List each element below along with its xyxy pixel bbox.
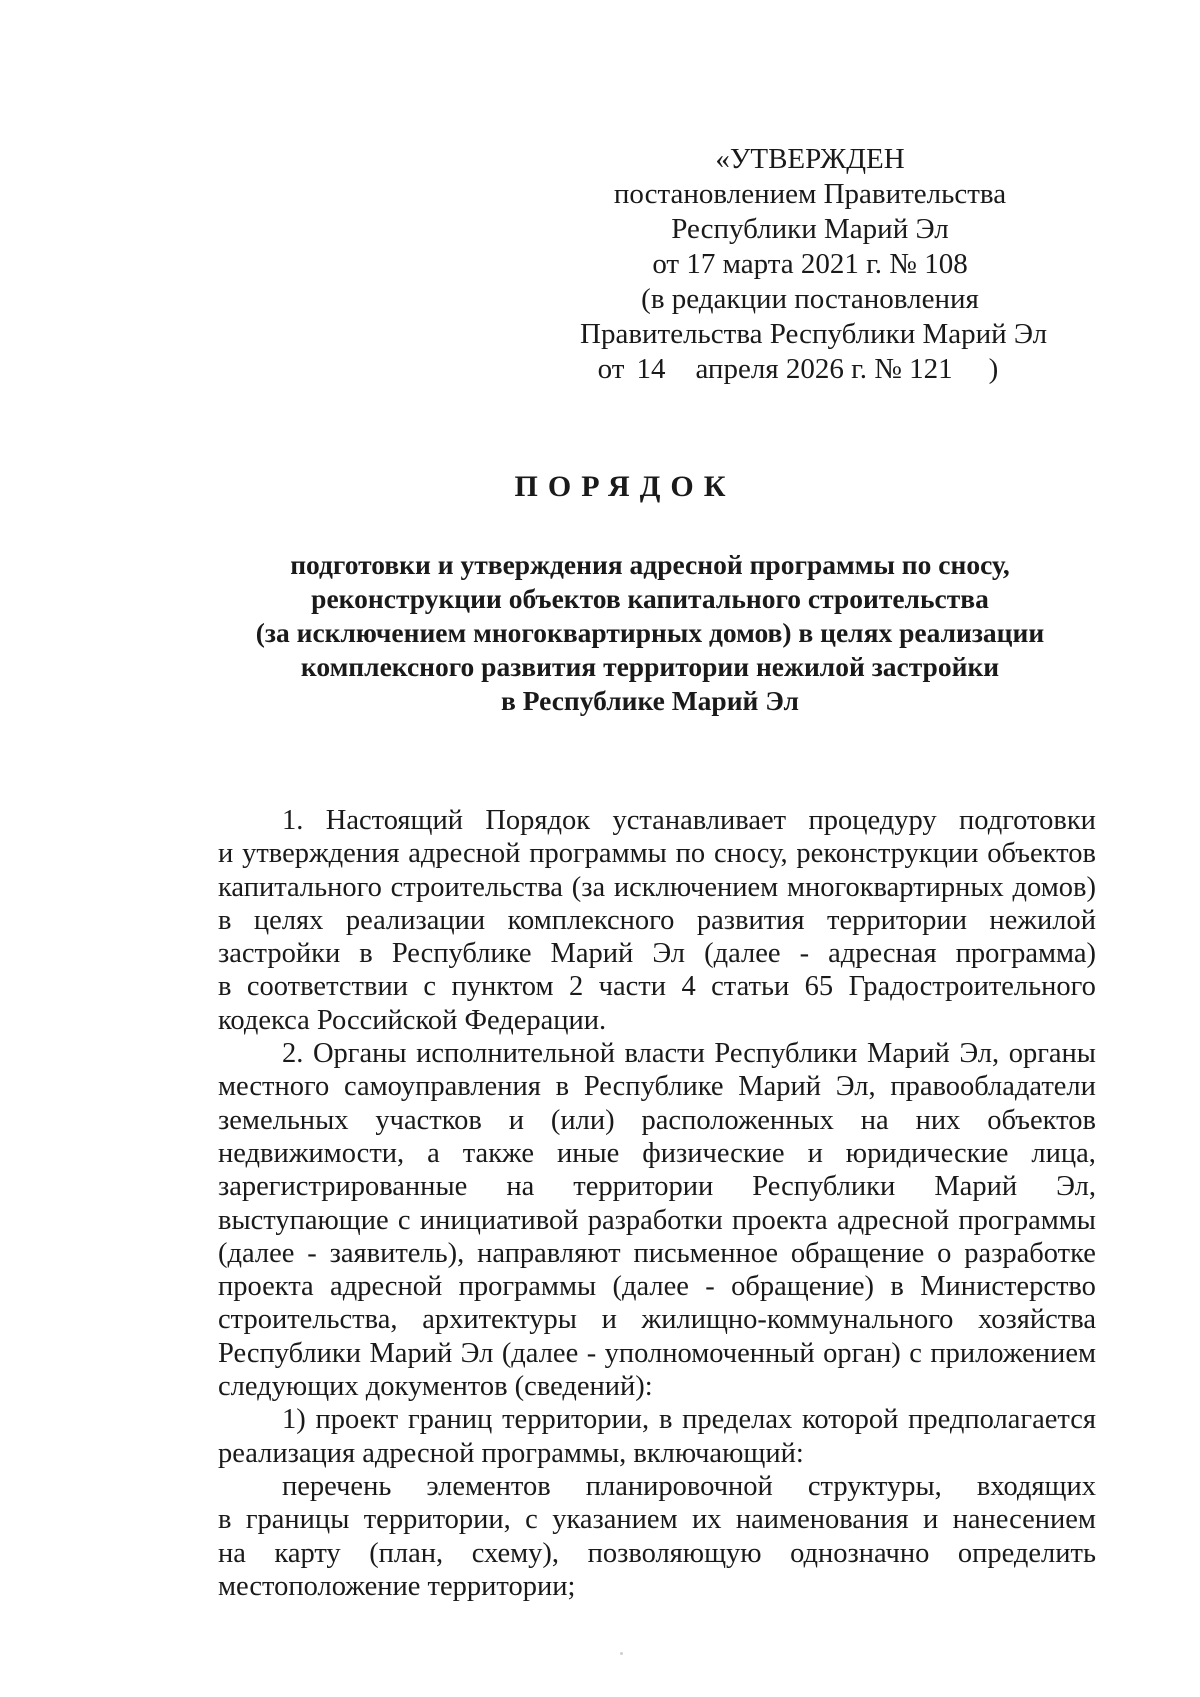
body-word: карту xyxy=(274,1537,341,1569)
body-word: разработке xyxy=(964,1237,1096,1269)
body-line: реализация адресной программы, включающий: xyxy=(218,1437,804,1469)
body-word: адресной xyxy=(836,1204,950,1236)
body-line xyxy=(218,970,1096,1003)
body-word: приложением xyxy=(930,1337,1096,1369)
body-word: утверждения xyxy=(242,838,400,870)
body-word: в xyxy=(218,904,232,936)
body-word: реализации xyxy=(345,904,486,936)
approval-line: (в редакции постановления xyxy=(641,283,979,315)
body-line xyxy=(218,1303,1096,1336)
body-word: уполномоченный xyxy=(604,1337,815,1369)
body-word: программы xyxy=(458,1271,597,1303)
body-line xyxy=(218,1037,1096,1070)
body-word: - xyxy=(799,938,810,970)
approval-date-rest: апреля 2026 г. № 121 xyxy=(695,353,953,385)
body-word: устанавливает xyxy=(612,805,787,836)
subtitle-line: реконструкции объектов капитального строительства xyxy=(311,583,989,614)
approval-closing-paren: ) xyxy=(988,353,999,385)
body-word: проекта xyxy=(218,1271,314,1303)
body-line xyxy=(218,1537,1096,1570)
body-word: (далее xyxy=(501,1337,579,1369)
body-word: процедуру xyxy=(808,805,937,836)
document-title: ПОРЯДОК xyxy=(514,470,736,503)
body-word: Порядок xyxy=(485,805,591,836)
document-body xyxy=(218,804,1096,1603)
body-word: Настоящий xyxy=(325,805,463,836)
body-word: исполнительной xyxy=(416,1038,615,1070)
body-word: - xyxy=(307,1237,317,1269)
body-word: многоквартирных xyxy=(786,871,1004,903)
body-word: 4 xyxy=(681,971,696,1003)
body-word: Марий xyxy=(550,938,634,970)
body-word: сносу, xyxy=(713,838,788,870)
body-word: (за xyxy=(571,871,606,903)
body-word: на xyxy=(860,1104,889,1136)
subtitle-line: (за исключением многоквартирных домов) в целях реализации xyxy=(255,617,1045,648)
body-word: (план, xyxy=(369,1537,444,1569)
body-word: правообладатели xyxy=(890,1071,1096,1103)
body-word: строительства, xyxy=(218,1304,398,1336)
body-word: Эл, xyxy=(959,1038,1000,1070)
body-word: инициативой xyxy=(419,1204,579,1236)
subtitle-line: в Республике Марий Эл xyxy=(500,685,799,716)
body-word: в xyxy=(890,1271,904,1303)
body-word: с xyxy=(397,1204,411,1236)
body-word: домов) xyxy=(1012,871,1096,903)
body-word: Марий xyxy=(738,1071,822,1103)
body-word: реконструкции xyxy=(796,838,979,870)
body-word: Республике xyxy=(391,938,532,970)
body-line xyxy=(218,937,1096,970)
body-word: элементов xyxy=(426,1470,551,1502)
body-word: Марий xyxy=(369,1337,453,1369)
body-word: орган) xyxy=(823,1337,901,1369)
body-word: самоуправления xyxy=(344,1071,541,1103)
body-word: адресной xyxy=(330,1271,443,1303)
body-word: земельных xyxy=(218,1104,349,1136)
body-line xyxy=(218,1204,1096,1237)
body-word: застройки xyxy=(218,938,341,970)
body-word: границ xyxy=(407,1404,493,1436)
body-word: предполагается xyxy=(908,1404,1096,1436)
body-word: в xyxy=(658,1404,673,1436)
body-word: программы xyxy=(958,1204,1096,1236)
body-word: Эл, xyxy=(835,1071,876,1103)
body-word: (далее xyxy=(704,938,781,970)
body-word: о xyxy=(937,1237,952,1269)
body-word: по xyxy=(675,838,706,870)
body-line xyxy=(218,1070,1096,1103)
body-line xyxy=(218,1270,1096,1303)
scan-speck xyxy=(620,1652,623,1655)
body-word: лица, xyxy=(1031,1137,1096,1169)
approval-line: Республики Марий Эл xyxy=(671,213,949,245)
body-word: которой xyxy=(802,1404,899,1436)
body-word: территории xyxy=(573,1171,714,1203)
body-word: письменное xyxy=(633,1237,779,1269)
body-word: Министерство xyxy=(920,1271,1096,1303)
body-word: разработки xyxy=(587,1204,723,1236)
body-word: Органы xyxy=(312,1038,407,1070)
body-word: 65 xyxy=(804,971,834,1003)
body-line xyxy=(218,1403,1096,1436)
body-word: входящих xyxy=(976,1470,1096,1502)
body-word: участков xyxy=(375,1104,482,1136)
body-word: с xyxy=(423,971,437,1003)
body-word: Эл xyxy=(460,1337,494,1369)
body-line xyxy=(218,837,1096,870)
body-word: (далее xyxy=(612,1271,689,1303)
approval-line: от 17 марта 2021 г. № 108 xyxy=(652,248,968,280)
approval-stamp xyxy=(580,142,1048,387)
body-word: заявитель), xyxy=(329,1237,465,1269)
approval-date-line xyxy=(568,352,1028,387)
body-word: недвижимости, xyxy=(218,1137,405,1169)
body-word: структуры, xyxy=(807,1470,942,1502)
body-word: строительства xyxy=(390,871,563,903)
body-word: (или) xyxy=(550,1104,615,1136)
document-subtitle xyxy=(200,548,1100,718)
body-line xyxy=(218,1470,1096,1503)
body-word: Эл xyxy=(652,938,686,970)
body-word: местного xyxy=(218,1071,330,1103)
body-word: и xyxy=(807,1137,823,1169)
body-line xyxy=(218,904,1096,937)
body-word: территории, xyxy=(502,1404,650,1436)
body-word: - xyxy=(586,1337,597,1369)
body-word: проект xyxy=(315,1404,399,1436)
body-word: жилищно-коммунального xyxy=(641,1304,954,1336)
body-word: наименования xyxy=(735,1504,909,1536)
body-word: объектов xyxy=(987,838,1096,870)
body-word: объектов xyxy=(987,1104,1096,1136)
body-word: их xyxy=(692,1504,722,1536)
body-word: статьи xyxy=(711,971,790,1003)
body-word: капитального xyxy=(218,871,382,903)
body-word: пунктом xyxy=(451,971,554,1003)
body-word: в xyxy=(555,1071,570,1103)
body-word: Марий xyxy=(934,1171,1018,1203)
approval-line: «УТВЕРЖДЕН xyxy=(715,143,905,175)
body-word: адресной xyxy=(408,838,521,870)
body-word: нежилой xyxy=(989,904,1096,936)
approval-line: Правительства Республики Марий Эл xyxy=(580,318,1048,350)
body-word: с xyxy=(909,1337,922,1369)
approval-date-prefix: от xyxy=(597,353,625,385)
body-word: и xyxy=(601,1304,617,1336)
body-line: кодекса Российской Федерации. xyxy=(218,1004,607,1036)
body-word: Эл, xyxy=(1056,1171,1096,1203)
body-word: 2 xyxy=(568,971,584,1003)
body-word: Градостроительного xyxy=(848,971,1096,1003)
body-word: в xyxy=(218,971,232,1003)
body-line xyxy=(218,1104,1096,1137)
body-word: архитектуры xyxy=(422,1304,577,1336)
body-word: органы xyxy=(1008,1038,1096,1070)
body-word: программа) xyxy=(955,938,1096,970)
body-line xyxy=(218,871,1096,904)
body-word: хозяйства xyxy=(978,1304,1096,1336)
body-word: с xyxy=(525,1504,538,1536)
body-word: 2. xyxy=(282,1038,304,1070)
body-word: однозначно xyxy=(790,1537,930,1569)
body-word: на xyxy=(506,1171,535,1203)
approval-date-day: 14 xyxy=(636,353,666,385)
body-word: адресная xyxy=(828,938,937,970)
body-line: местоположение территории; xyxy=(218,1570,576,1602)
body-word: них xyxy=(915,1104,961,1136)
body-word: также xyxy=(462,1137,535,1169)
body-line xyxy=(218,804,1096,837)
body-word: и xyxy=(218,838,234,870)
body-line xyxy=(218,1503,1096,1536)
body-word: а xyxy=(427,1137,440,1169)
body-word: юридические xyxy=(845,1137,1009,1169)
body-word: на xyxy=(218,1537,246,1569)
body-word: нанесением xyxy=(952,1504,1096,1536)
body-word: Республике xyxy=(583,1071,724,1103)
subtitle-line: подготовки и утверждения адресной программы по сносу, xyxy=(290,549,1010,580)
body-word: части xyxy=(598,971,666,1003)
body-word: пределах xyxy=(682,1404,793,1436)
body-word: зарегистрированные xyxy=(218,1171,468,1203)
body-word: 1) xyxy=(282,1404,306,1436)
body-word: комплексного xyxy=(507,904,675,936)
body-word: Марий xyxy=(866,1038,950,1070)
body-word: территории, xyxy=(363,1504,511,1536)
body-word: направляют xyxy=(477,1237,621,1269)
body-word: определить xyxy=(957,1537,1096,1569)
body-word: подготовки xyxy=(959,805,1096,836)
body-line xyxy=(218,1237,1096,1270)
body-word: перечень xyxy=(282,1470,392,1502)
body-word: и xyxy=(508,1104,524,1136)
body-word: Республики xyxy=(218,1337,361,1369)
body-line: следующих документов (сведений): xyxy=(218,1371,653,1403)
body-line xyxy=(218,1170,1096,1203)
body-line xyxy=(218,1137,1096,1170)
body-word: территории xyxy=(827,904,967,936)
body-word: развития xyxy=(696,904,805,936)
body-word: расположенных xyxy=(641,1104,834,1136)
body-word: планировочной xyxy=(585,1470,773,1502)
body-word: исключением xyxy=(613,871,779,903)
body-word: в xyxy=(359,938,373,970)
body-word: соответствии xyxy=(246,971,408,1003)
body-word: физические xyxy=(642,1137,785,1169)
body-word: (далее xyxy=(218,1237,295,1269)
body-word: и xyxy=(922,1504,939,1536)
body-word: в xyxy=(218,1504,232,1536)
approval-line: постановлением Правительства xyxy=(613,178,1007,210)
body-word: - xyxy=(705,1271,715,1303)
body-word: схему), xyxy=(471,1537,560,1569)
body-line xyxy=(218,1337,1096,1370)
body-word: обращение xyxy=(790,1237,925,1269)
body-word: 1. xyxy=(282,805,304,836)
body-word: программы xyxy=(529,838,667,870)
body-word: обращение) xyxy=(731,1271,875,1303)
body-word: указанием xyxy=(552,1504,678,1536)
body-word: Республики xyxy=(714,1038,858,1070)
body-word: Республики xyxy=(752,1171,896,1203)
subtitle-line: комплексного развития территории нежилой застройки xyxy=(300,651,1000,682)
body-word: целях xyxy=(253,904,324,936)
body-word: иные xyxy=(556,1137,620,1169)
body-word: проекта xyxy=(732,1204,828,1236)
body-word: позволяющую xyxy=(587,1537,762,1569)
body-word: выступающие xyxy=(218,1204,389,1236)
body-word: границы xyxy=(245,1504,350,1536)
body-word: власти xyxy=(624,1038,705,1070)
